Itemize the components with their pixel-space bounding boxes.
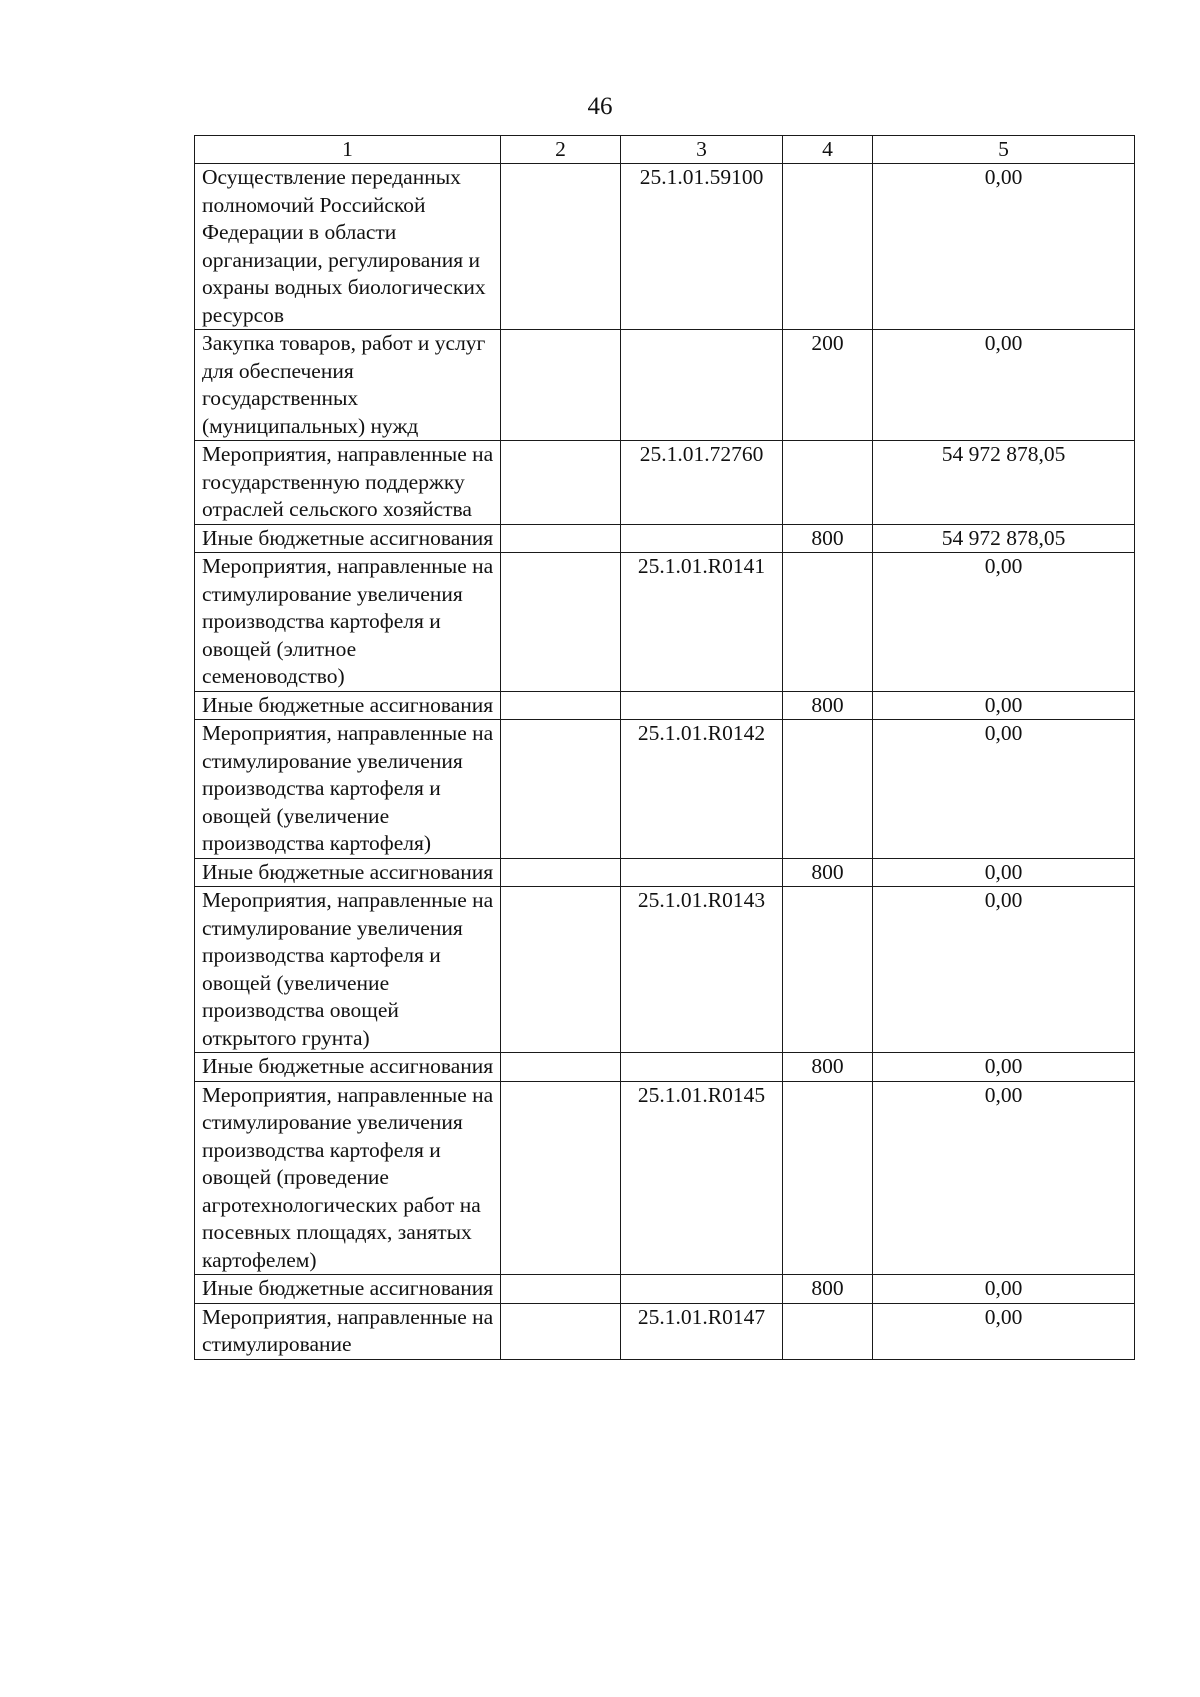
item-name-cell: Мероприятия, направленные на стимулирование увеличения производства картофеля и овощей (проведение агротехнологических работ на посевных площадях, занятых картофелем) <box>195 1081 501 1275</box>
column-2-cell <box>501 164 621 330</box>
column-2-cell <box>501 553 621 692</box>
column-2-cell <box>501 524 621 553</box>
table-row <box>195 720 1135 859</box>
expense-type-cell <box>783 164 873 330</box>
target-code-cell <box>621 1053 783 1082</box>
column-header: 5 <box>873 136 1135 164</box>
target-code-cell: 25.1.01.R0147 <box>621 1303 783 1359</box>
table-header-row <box>195 136 1135 164</box>
expense-type-cell: 800 <box>783 1053 873 1082</box>
amount-cell: 0,00 <box>873 691 1135 720</box>
target-code-cell <box>621 691 783 720</box>
amount-cell: 54 972 878,05 <box>873 441 1135 525</box>
column-2-cell <box>501 1053 621 1082</box>
table-row <box>195 691 1135 720</box>
amount-cell: 0,00 <box>873 330 1135 441</box>
column-2-cell <box>501 858 621 887</box>
table-row <box>195 1081 1135 1275</box>
amount-cell: 0,00 <box>873 887 1135 1053</box>
column-header: 2 <box>501 136 621 164</box>
expense-type-cell <box>783 720 873 859</box>
table-row <box>195 441 1135 525</box>
column-2-cell <box>501 887 621 1053</box>
expense-type-cell: 800 <box>783 691 873 720</box>
amount-cell: 0,00 <box>873 164 1135 330</box>
column-2-cell <box>501 691 621 720</box>
target-code-cell: 25.1.01.59100 <box>621 164 783 330</box>
column-2-cell <box>501 1081 621 1275</box>
table-row <box>195 1303 1135 1359</box>
table-row <box>195 858 1135 887</box>
item-name-cell: Осуществление переданных полномочий Российской Федерации в области организации, регулирования и охраны водных биологических ресурсов <box>195 164 501 330</box>
column-2-cell <box>501 441 621 525</box>
target-code-cell <box>621 858 783 887</box>
amount-cell: 0,00 <box>873 1081 1135 1275</box>
column-2-cell <box>501 1303 621 1359</box>
target-code-cell: 25.1.01.72760 <box>621 441 783 525</box>
table-row <box>195 553 1135 692</box>
item-name-cell: Мероприятия, направленные на государственную поддержку отраслей сельского хозяйства <box>195 441 501 525</box>
amount-cell: 54 972 878,05 <box>873 524 1135 553</box>
budget-table <box>194 135 1135 1360</box>
target-code-cell: 25.1.01.R0141 <box>621 553 783 692</box>
item-name-cell: Мероприятия, направленные на стимулирование <box>195 1303 501 1359</box>
amount-cell: 0,00 <box>873 1275 1135 1304</box>
target-code-cell <box>621 1275 783 1304</box>
expense-type-cell <box>783 441 873 525</box>
item-name-cell: Мероприятия, направленные на стимулирование увеличения производства картофеля и овощей (увеличение производства овощей открытого грунта) <box>195 887 501 1053</box>
column-header: 3 <box>621 136 783 164</box>
table-row <box>195 524 1135 553</box>
item-name-cell: Мероприятия, направленные на стимулирование увеличения производства картофеля и овощей (увеличение производства картофеля) <box>195 720 501 859</box>
amount-cell: 0,00 <box>873 553 1135 692</box>
table-row <box>195 1275 1135 1304</box>
target-code-cell: 25.1.01.R0142 <box>621 720 783 859</box>
item-name-cell: Иные бюджетные ассигнования <box>195 858 501 887</box>
column-header: 4 <box>783 136 873 164</box>
table-row <box>195 330 1135 441</box>
expense-type-cell <box>783 887 873 1053</box>
column-header: 1 <box>195 136 501 164</box>
item-name-cell: Мероприятия, направленные на стимулирование увеличения производства картофеля и овощей (элитное семеноводство) <box>195 553 501 692</box>
target-code-cell <box>621 330 783 441</box>
amount-cell: 0,00 <box>873 1303 1135 1359</box>
expense-type-cell <box>783 1303 873 1359</box>
table-row <box>195 164 1135 330</box>
target-code-cell: 25.1.01.R0143 <box>621 887 783 1053</box>
amount-cell: 0,00 <box>873 858 1135 887</box>
item-name-cell: Иные бюджетные ассигнования <box>195 691 501 720</box>
column-2-cell <box>501 1275 621 1304</box>
expense-type-cell: 800 <box>783 858 873 887</box>
item-name-cell: Иные бюджетные ассигнования <box>195 1053 501 1082</box>
column-2-cell <box>501 720 621 859</box>
amount-cell: 0,00 <box>873 1053 1135 1082</box>
table-row <box>195 887 1135 1053</box>
target-code-cell: 25.1.01.R0145 <box>621 1081 783 1275</box>
expense-type-cell <box>783 553 873 692</box>
item-name-cell: Иные бюджетные ассигнования <box>195 1275 501 1304</box>
item-name-cell: Закупка товаров, работ и услуг для обеспечения государственных (муниципальных) нужд <box>195 330 501 441</box>
item-name-cell: Иные бюджетные ассигнования <box>195 524 501 553</box>
table-row <box>195 1053 1135 1082</box>
page-number: 46 <box>587 93 613 120</box>
expense-type-cell <box>783 1081 873 1275</box>
expense-type-cell: 800 <box>783 1275 873 1304</box>
expense-type-cell: 800 <box>783 524 873 553</box>
amount-cell: 0,00 <box>873 720 1135 859</box>
target-code-cell <box>621 524 783 553</box>
expense-type-cell: 200 <box>783 330 873 441</box>
column-2-cell <box>501 330 621 441</box>
